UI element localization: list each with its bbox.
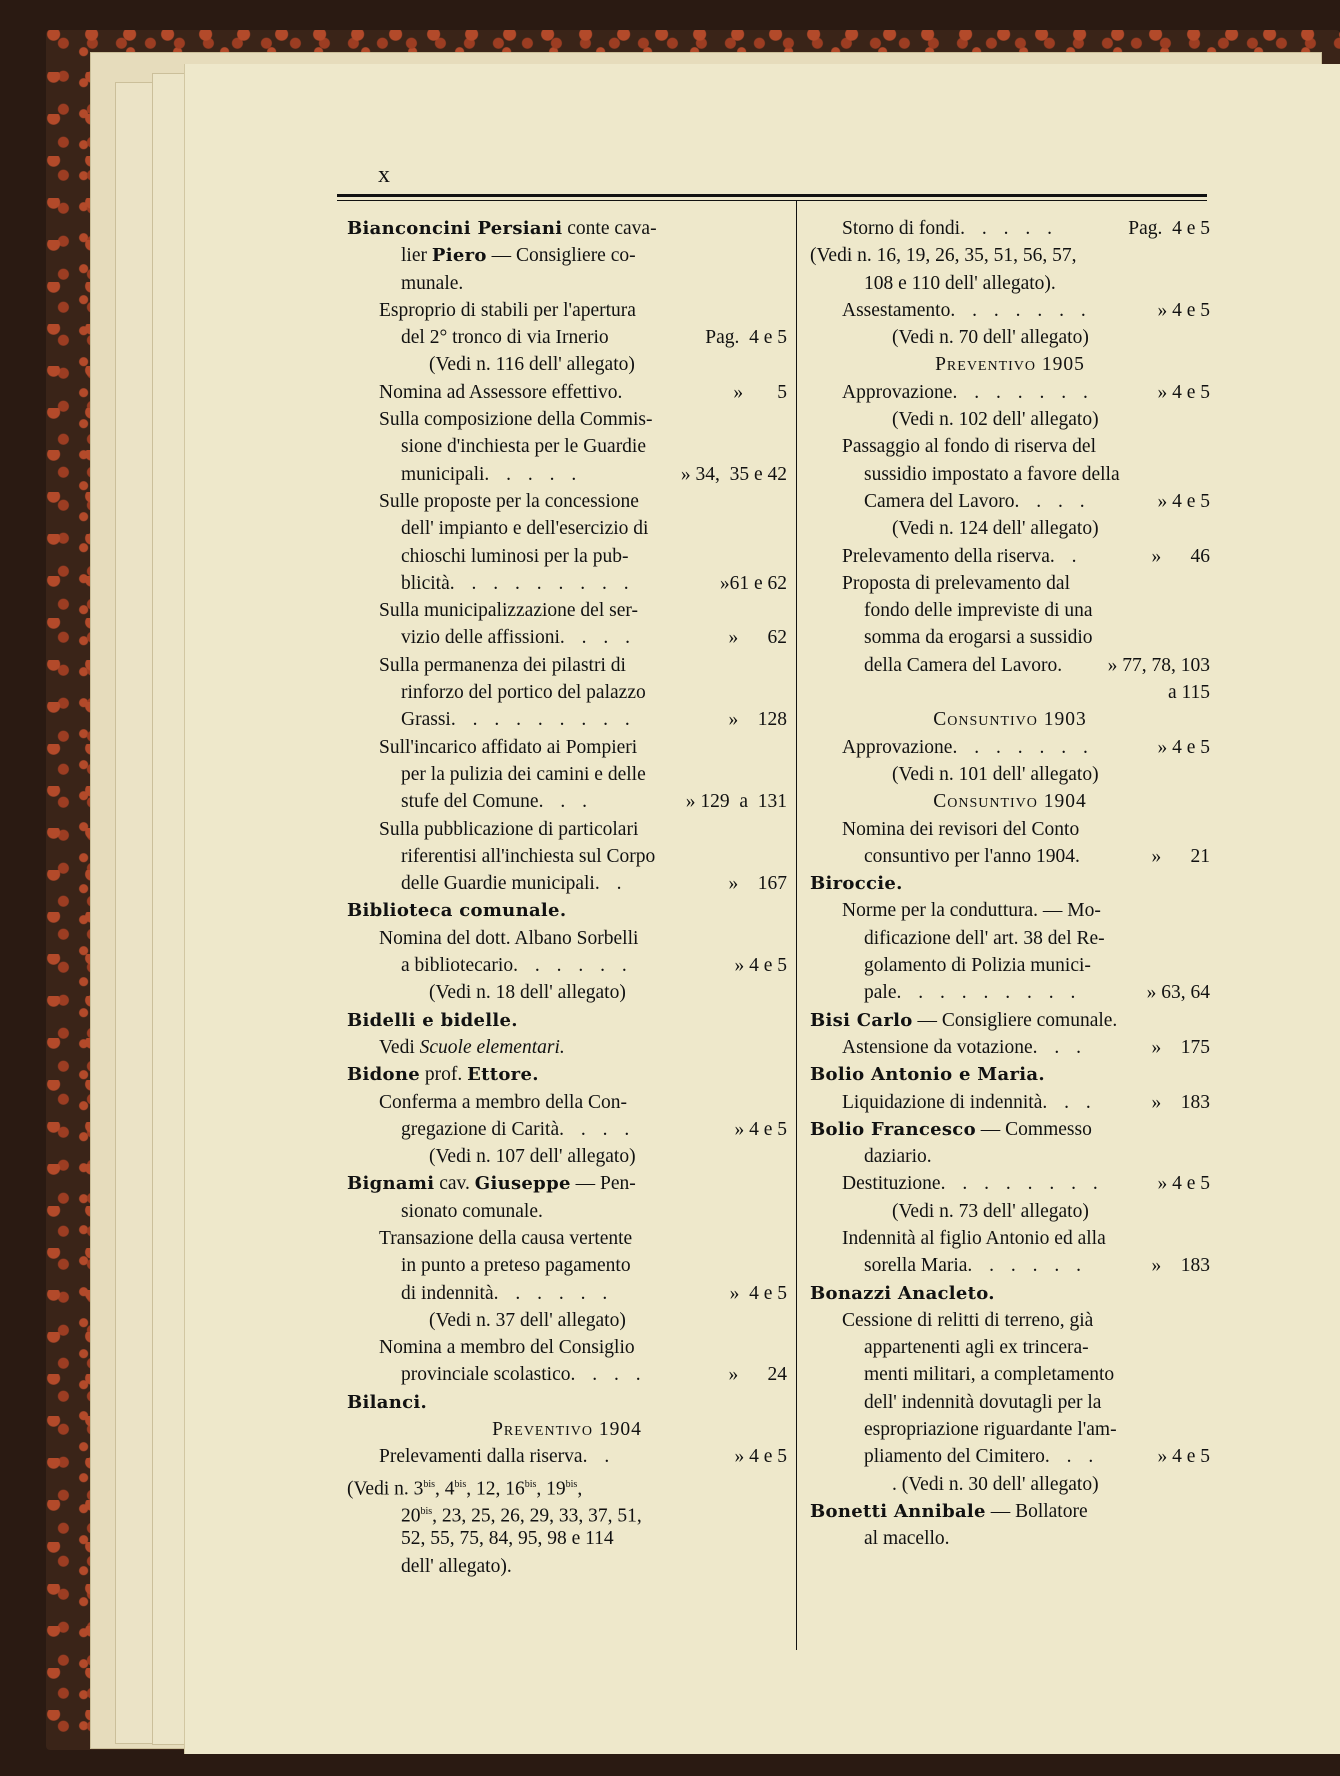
leader-dots: . . — [1049, 545, 1083, 567]
entry-heading: Giuseppe — [474, 1173, 571, 1195]
index-line — [347, 379, 787, 406]
index-line — [810, 1116, 1210, 1143]
index-line — [810, 1252, 1210, 1279]
entry-text: , 19 — [536, 1478, 566, 1500]
entry-text: (Vedi n. 3 — [347, 1478, 424, 1500]
entry-text: Camera del Lavoro — [864, 490, 1015, 512]
index-line — [347, 816, 787, 843]
entry-text: Approvazione — [842, 381, 953, 403]
leader-dots: . . . — [1044, 1446, 1100, 1468]
index-line — [347, 1334, 787, 1361]
index-line — [347, 1143, 787, 1170]
leader-dots: . — [1074, 845, 1086, 867]
entry-heading: Bolio Francesco — [810, 1118, 976, 1140]
entry-text: espropriazione riguardante l'am- — [864, 1419, 1117, 1441]
entry-text: Sulla permanenza dei pilastri di — [379, 654, 626, 676]
index-line — [810, 1389, 1210, 1416]
entry-text: — Pen- — [570, 1173, 636, 1195]
index-line — [347, 1361, 787, 1388]
index-line — [810, 1034, 1210, 1061]
index-line — [347, 297, 787, 324]
section-heading: Preventivo 1904 — [492, 1419, 642, 1441]
entry-heading: Bilanci. — [347, 1391, 428, 1413]
index-line — [810, 461, 1210, 488]
section-heading: Preventivo 1905 — [935, 354, 1085, 376]
entry-text: menti militari, a completamento — [864, 1364, 1115, 1386]
entry-text: (Vedi n. 16, 19, 26, 35, 51, 56, 57, — [810, 245, 1077, 267]
index-line — [347, 706, 787, 733]
entry-text: , 23, 25, 26, 29, 33, 37, 51, — [432, 1505, 642, 1527]
page-reference: Pag. 4 e 5 — [705, 327, 787, 349]
index-line — [810, 433, 1210, 460]
superscript: bis — [565, 1478, 578, 1490]
entry-text: , 4 — [435, 1478, 455, 1500]
entry-text: Proposta di prelevamento dal — [842, 572, 1070, 594]
index-line — [810, 351, 1210, 378]
page-reference: » 128 — [728, 709, 787, 731]
index-line — [347, 870, 787, 897]
entry-text: (Vedi n. 116 dell' allegato) — [429, 354, 635, 376]
index-line — [347, 242, 787, 269]
section-heading: Consuntivo 1904 — [933, 791, 1087, 813]
index-line — [810, 624, 1210, 651]
leader-dots: . . . . . — [960, 218, 1058, 239]
index-line — [810, 652, 1210, 679]
leader-dots: . . . . . . . . — [940, 1173, 1104, 1195]
section-heading: Consuntivo 1903 — [933, 709, 1087, 731]
entry-text: Sull'incarico affidato ai Pompieri — [379, 736, 638, 758]
entry-text: dell' allegato). — [401, 1555, 512, 1577]
page-reference: » 4 e 5 — [734, 1118, 787, 1140]
leader-dots: . . . . . . — [493, 1282, 614, 1304]
entry-text: Astensione da votazione — [842, 1036, 1033, 1058]
entry-text: Liquidazione di indennità — [842, 1091, 1043, 1113]
index-line — [347, 543, 787, 570]
index-line — [347, 215, 787, 242]
index-line — [810, 379, 1210, 406]
entry-text: pale — [864, 982, 897, 1004]
entry-text: lier — [401, 245, 432, 267]
leader-dots: . . . . . . . . . — [449, 572, 635, 594]
entry-text: appartenenti agli ex trincera- — [864, 1337, 1089, 1359]
entry-text: Passaggio al fondo di riserva del — [842, 436, 1096, 458]
page-reference: » 4 e 5 — [1157, 736, 1210, 758]
index-line — [810, 1225, 1210, 1252]
entry-text: (Vedi n. 70 dell' allegato) — [892, 327, 1089, 349]
entry-text: (Vedi n. 73 dell' allegato) — [892, 1200, 1089, 1222]
superscript: bis — [423, 1478, 436, 1490]
entry-text: 108 e 110 dell' allegato). — [864, 272, 1056, 294]
index-line — [810, 324, 1210, 351]
page-reference: » 5 — [733, 381, 787, 403]
index-line — [810, 543, 1210, 570]
index-line — [810, 270, 1210, 297]
index-line — [347, 433, 787, 460]
column-divider — [796, 200, 797, 1650]
entry-text: 52, 55, 75, 84, 95, 98 e 114 — [401, 1528, 614, 1550]
page-reference: » 4 e 5 — [734, 955, 787, 977]
entry-text: . (Vedi n. 30 dell' allegato) — [892, 1473, 1099, 1495]
index-line — [347, 1525, 787, 1552]
header-rule — [337, 194, 1207, 197]
index-line — [347, 843, 787, 870]
entry-text: somma da erogarsi a sussidio — [864, 627, 1093, 649]
entry-heading: Bisi Carlo — [810, 1009, 913, 1031]
index-line — [810, 1416, 1210, 1443]
leader-dots: . . . . . — [484, 463, 583, 485]
index-line — [810, 870, 1210, 897]
index-line — [347, 925, 787, 952]
index-line — [347, 1089, 787, 1116]
page-reference: » 129 a 131 — [685, 791, 787, 813]
index-line — [810, 242, 1210, 269]
entry-text: dificazione dell' art. 38 del Re- — [864, 927, 1105, 949]
leader-dots: . . . . — [1014, 490, 1091, 512]
entry-text: Prelevamenti dalla riserva — [379, 1446, 583, 1468]
entry-text: (Vedi n. 37 dell' allegato) — [429, 1309, 626, 1331]
index-line — [347, 570, 787, 597]
index-line — [347, 897, 787, 924]
index-line — [347, 515, 787, 542]
index-line — [347, 952, 787, 979]
entry-text: della Camera del Lavoro. — [864, 654, 1063, 676]
entry-heading: Ettore. — [467, 1064, 539, 1086]
entry-text: vizio delle affissioni — [401, 627, 560, 649]
page-reference: » 77, 78, 103 — [1107, 654, 1210, 676]
entry-text: dell' impianto e dell'esercizio di — [401, 518, 649, 540]
index-line — [810, 515, 1210, 542]
entry-text: prof. — [419, 1064, 468, 1086]
index-line — [810, 706, 1210, 733]
entry-text: per la pulizia dei camini e delle — [401, 763, 646, 785]
page-reference: » 4 e 5 — [1157, 1173, 1210, 1195]
index-line — [347, 1225, 787, 1252]
entry-text: dell' indennità dovutagli per la — [864, 1391, 1102, 1413]
index-line — [347, 1416, 787, 1443]
entry-text: di indennità — [401, 1282, 494, 1304]
entry-text: Assestamento — [842, 299, 951, 321]
entry-text: Approvazione — [842, 736, 953, 758]
entry-text: municipali — [401, 463, 485, 485]
entry-text: al macello. — [864, 1528, 950, 1550]
entry-text: sione d'inchiesta per le Guardie — [401, 436, 647, 458]
leader-dots: . . . . . . — [967, 1255, 1088, 1277]
entry-text: Transazione della causa vertente — [379, 1227, 633, 1249]
entry-text: Grassi — [401, 709, 451, 731]
entry-text: a bibliotecario — [401, 955, 514, 977]
superscript: bis — [454, 1478, 467, 1490]
page-reference: » 4 e 5 — [734, 1446, 787, 1468]
leader-dots: . . . . — [559, 627, 636, 649]
entry-text: Nomina del dott. Albano Sorbelli — [379, 927, 639, 949]
index-line — [347, 488, 787, 515]
entry-text: golamento di Polizia munici- — [864, 955, 1091, 977]
page-reference: » 4 e 5 — [1157, 1446, 1210, 1468]
leader-dots: . . . . — [570, 1364, 647, 1386]
index-line — [347, 1443, 787, 1470]
leader-dots: . . — [594, 873, 628, 895]
index-line — [810, 1498, 1210, 1525]
index-line — [810, 1061, 1210, 1088]
entry-text: , 12, 16 — [466, 1478, 525, 1500]
entry-text: cav. — [434, 1173, 475, 1195]
index-line — [347, 1280, 787, 1307]
index-line — [810, 679, 1210, 706]
entry-text: sionato comunale. — [401, 1200, 543, 1222]
index-line — [347, 979, 787, 1006]
index-line — [347, 1389, 787, 1416]
entry-text: (Vedi n. 107 dell' allegato) — [429, 1146, 636, 1168]
entry-heading: Piero — [431, 245, 487, 267]
page-reference: » 63, 64 — [1146, 982, 1210, 1004]
index-line — [810, 215, 1210, 242]
leader-dots: . . . — [1042, 1091, 1097, 1113]
entry-heading: Biblioteca comunale. — [347, 900, 567, 922]
index-line — [810, 1334, 1210, 1361]
index-line — [810, 843, 1210, 870]
entry-text: Conferma a membro della Con- — [379, 1091, 628, 1113]
index-line — [347, 597, 787, 624]
entry-text: Nomina dei revisori del Conto — [842, 818, 1080, 840]
index-line — [810, 597, 1210, 624]
entry-text: Prelevamento della riserva — [842, 545, 1050, 567]
entry-text: conte cava- — [562, 218, 657, 239]
index-line — [347, 1553, 787, 1580]
index-line — [810, 1280, 1210, 1307]
page-reference: » 183 — [1151, 1091, 1210, 1113]
entry-text: Esproprio di stabili per l'apertura — [379, 299, 636, 321]
leader-dots: . . . — [1032, 1036, 1087, 1058]
index-line — [810, 761, 1210, 788]
index-line — [347, 1007, 787, 1034]
entry-text: , — [577, 1478, 583, 1500]
index-line — [347, 324, 787, 351]
index-line — [347, 679, 787, 706]
index-line — [347, 270, 787, 297]
entry-text: stufe del Comune — [401, 791, 539, 813]
page-reference: » 21 — [1151, 845, 1210, 867]
entry-text: Sulla municipalizzazione del ser- — [379, 600, 638, 622]
leader-dots: . . . . . . . — [950, 299, 1092, 321]
entry-text: blicità — [401, 572, 450, 594]
superscript: bis — [420, 1505, 433, 1517]
entry-text: — Bollatore — [985, 1500, 1088, 1522]
page-reference: » 62 — [728, 627, 787, 649]
page-reference: » 4 e 5 — [1157, 381, 1210, 403]
entry-text: sorella Maria — [864, 1255, 968, 1277]
index-line — [347, 1471, 787, 1498]
index-line — [810, 1525, 1210, 1552]
header-rule — [337, 200, 1207, 201]
index-line — [347, 1498, 787, 1525]
entry-text: Indennità al figlio Antonio ed alla — [842, 1227, 1106, 1249]
entry-heading: Bidelli e bidelle. — [347, 1009, 518, 1031]
index-line — [810, 1361, 1210, 1388]
entry-text: Destituzione — [842, 1173, 941, 1195]
index-line — [810, 734, 1210, 761]
entry-text: gregazione di Carità — [401, 1118, 560, 1140]
index-line — [810, 952, 1210, 979]
index-line — [347, 788, 787, 815]
entry-heading: Bonazzi Anacleto. — [810, 1282, 995, 1304]
index-line — [347, 1170, 787, 1197]
index-line — [810, 897, 1210, 924]
index-line — [810, 1143, 1210, 1170]
leader-dots: . . . . . . . — [952, 381, 1094, 403]
page-reference: »61 e 62 — [719, 572, 787, 594]
entry-text: Nomina ad Assessore effettivo — [379, 381, 618, 403]
entry-heading: Biroccie. — [810, 873, 903, 895]
index-line — [810, 788, 1210, 815]
page-reference: » 4 e 5 — [1157, 490, 1210, 512]
entry-text: — Commesso — [975, 1118, 1092, 1140]
leader-dots: . . . . . . . . . — [896, 982, 1082, 1004]
index-line — [810, 488, 1210, 515]
page-reference: » 4 e 5 — [1157, 299, 1210, 321]
page-reference: » 175 — [1151, 1036, 1210, 1058]
page-reference: » 183 — [1151, 1255, 1210, 1277]
index-line — [347, 1034, 787, 1061]
index-line — [347, 1307, 787, 1334]
entry-text: (Vedi n. 102 dell' allegato) — [892, 409, 1099, 431]
index-line — [347, 461, 787, 488]
index-line — [810, 816, 1210, 843]
entry-heading: Bonetti Annibale — [810, 1500, 986, 1522]
entry-text: Vedi — [379, 1036, 420, 1058]
index-line — [810, 406, 1210, 433]
entry-text: Sulla pubblicazione di particolari — [379, 818, 639, 840]
index-line — [347, 351, 787, 378]
index-line — [347, 406, 787, 433]
entry-text: rinforzo del portico del palazzo — [401, 682, 646, 704]
index-line — [347, 624, 787, 651]
leader-dots: . . . . — [559, 1118, 636, 1140]
leader-dots: . . — [582, 1446, 616, 1468]
entry-text: provinciale scolastico — [401, 1364, 571, 1386]
entry-text: (Vedi n. 101 dell' allegato) — [892, 763, 1099, 785]
index-line — [347, 734, 787, 761]
index-line — [810, 1443, 1210, 1470]
index-line — [810, 979, 1210, 1006]
leader-dots: . . . — [538, 791, 593, 813]
entry-heading: Bignami — [347, 1173, 435, 1195]
entry-text: Norme per la conduttura. — Mo- — [842, 900, 1101, 922]
left-column — [347, 215, 787, 1580]
index-line — [810, 1089, 1210, 1116]
entry-text: — Consigliere comunale. — [912, 1009, 1118, 1031]
entry-text: Nomina a membro del Consiglio — [379, 1337, 635, 1359]
entry-heading: Bianconcini Persiani — [347, 218, 563, 239]
entry-text: 20 — [401, 1505, 421, 1527]
right-column — [810, 215, 1210, 1553]
entry-text: pliamento del Cimitero — [864, 1446, 1045, 1468]
index-line — [810, 570, 1210, 597]
page-reference: a 115 — [1167, 682, 1210, 704]
entry-text: (Vedi n. 124 dell' allegato) — [892, 518, 1099, 540]
entry-text: (Vedi n. 18 dell' allegato) — [429, 982, 626, 1004]
leader-dots: . . . . . . . — [952, 736, 1094, 758]
index-line — [810, 1198, 1210, 1225]
page-reference: » 34, 35 e 42 — [680, 463, 787, 485]
page-reference: » 24 — [728, 1364, 787, 1386]
page-reference: Pag. 4 e 5 — [1128, 218, 1210, 239]
leader-dots: . . . . . . — [513, 955, 633, 977]
entry-text: in punto a preteso pagamento — [401, 1255, 631, 1277]
entry-text: Storno di fondi — [842, 218, 961, 239]
index-line — [347, 1252, 787, 1279]
entry-text: chioschi luminosi per la pub- — [401, 545, 629, 567]
entry-heading: Bidone — [347, 1064, 420, 1086]
page-reference: » 4 e 5 — [729, 1282, 787, 1304]
index-line — [347, 652, 787, 679]
entry-text: consuntivo per l'anno 1904 — [864, 845, 1075, 867]
page-reference: » 46 — [1151, 545, 1210, 567]
index-line — [810, 1471, 1210, 1498]
entry-text: sussidio impostato a favore della — [864, 463, 1120, 485]
entry-text: munale. — [401, 272, 464, 294]
entry-text: delle Guardie municipali — [401, 873, 595, 895]
superscript: bis — [524, 1478, 537, 1490]
page-reference: » 167 — [728, 873, 787, 895]
index-line — [347, 1061, 787, 1088]
leader-dots: . — [617, 381, 629, 403]
entry-text: del 2° tronco di via Irnerio — [401, 327, 609, 349]
entry-text: — Consigliere co- — [486, 245, 636, 267]
book-page — [184, 64, 1340, 1754]
entry-text: daziario. — [864, 1146, 932, 1168]
index-line — [810, 1007, 1210, 1034]
entry-heading: Bolio Antonio e Maria. — [810, 1064, 1045, 1086]
entry-text: Sulle proposte per la concessione — [379, 490, 639, 512]
index-line — [810, 925, 1210, 952]
page-number: x — [378, 162, 390, 188]
index-line — [347, 761, 787, 788]
entry-text: Sulla composizione della Commis- — [379, 409, 653, 431]
entry-text: Cessione di relitti di terreno, già — [842, 1309, 1094, 1331]
index-line — [810, 1170, 1210, 1197]
index-line — [347, 1198, 787, 1225]
index-line — [810, 297, 1210, 324]
entry-text: fondo delle impreviste di una — [864, 600, 1093, 622]
leader-dots: . . . . . . . . . — [450, 709, 636, 731]
cross-reference: Scuole elementari. — [419, 1036, 565, 1058]
entry-text: riferentisi all'inchiesta sul Corpo — [401, 845, 656, 867]
index-line — [347, 1116, 787, 1143]
index-line — [810, 1307, 1210, 1334]
